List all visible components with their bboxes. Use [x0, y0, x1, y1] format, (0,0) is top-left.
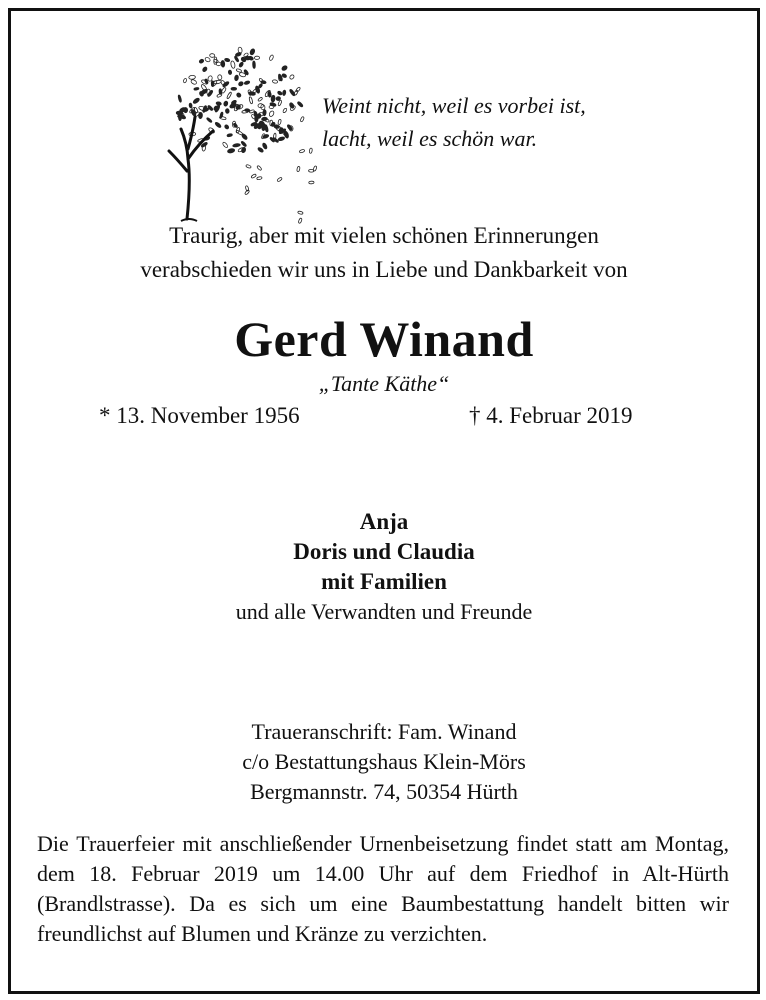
- quote-line: lacht, weil es schön war.: [322, 126, 538, 151]
- mourner-name: mit Familien: [321, 569, 447, 594]
- address-line: Traueranschrift: Fam. Winand: [251, 719, 517, 744]
- tree-illustration-icon: [151, 31, 326, 231]
- obituary-card: [8, 8, 760, 994]
- birth-date: * 13. November 1956: [99, 403, 300, 428]
- intro-text: [11, 219, 757, 287]
- mourning-address: [11, 717, 757, 807]
- deceased-name: Gerd Winand: [234, 311, 534, 367]
- funeral-notice: Die Trauerfeier mit anschließender Urnenbeisetzung findet statt am Montag, dem 18. Februar 2019 um 14.00 Uhr auf dem Friedhof in Alt-Hürth (Brandlstrasse). Da es sich um eine Baumbestattung handelt bitten wir freundlichst auf Blumen und Kränze zu verzichten.: [37, 831, 729, 946]
- deceased-nickname: „Tante Käthe“: [318, 371, 450, 396]
- memorial-quote: [322, 89, 586, 155]
- quote-line: Weint nicht, weil es vorbei ist,: [322, 93, 586, 118]
- mourners-list: [11, 507, 757, 627]
- intro-line: Traurig, aber mit vielen schönen Erinnerungen: [169, 223, 599, 248]
- mourner-name: Doris und Claudia: [293, 539, 475, 564]
- intro-line: verabschieden wir uns in Liebe und Dankbarkeit von: [140, 257, 628, 282]
- address-line: c/o Bestattungshaus Klein-Mörs: [242, 749, 526, 774]
- mourner-relatives: und alle Verwandten und Freunde: [235, 599, 533, 624]
- address-line: Bergmannstr. 74, 50354 Hürth: [250, 779, 518, 804]
- mourner-name: Anja: [359, 509, 409, 534]
- death-date: † 4. Februar 2019: [469, 403, 633, 428]
